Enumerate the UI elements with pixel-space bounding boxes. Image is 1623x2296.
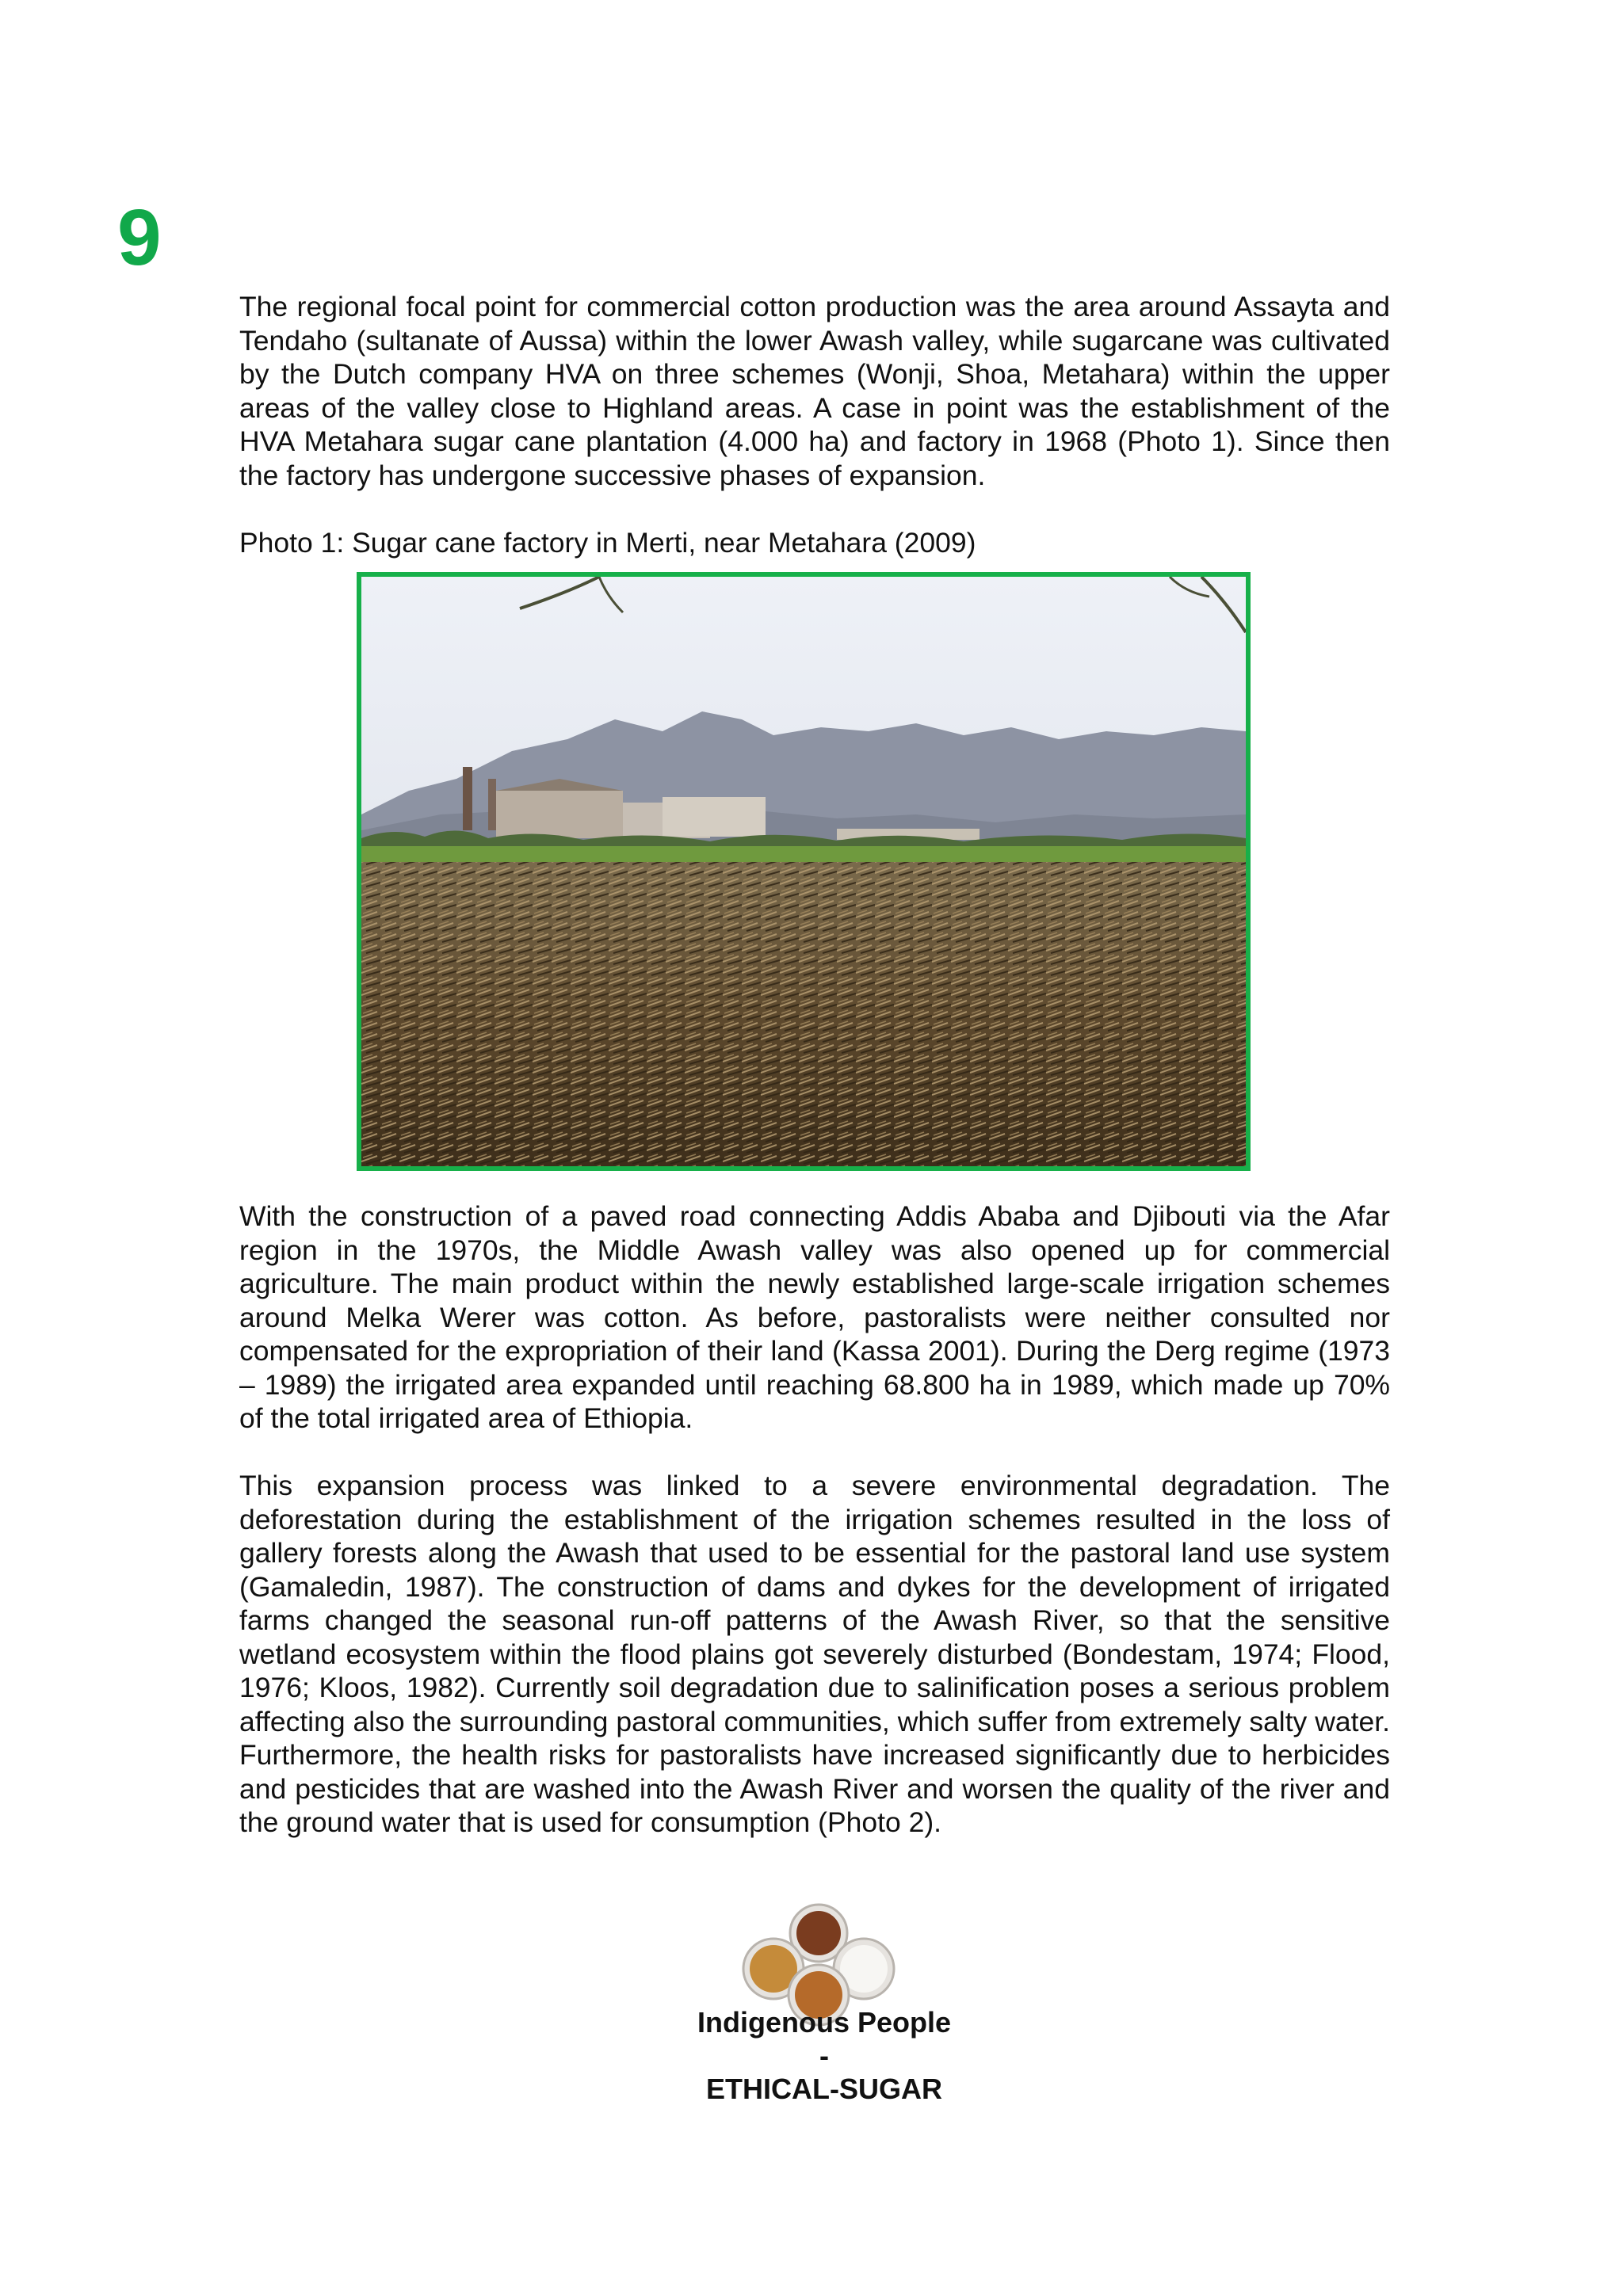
footer-line-indigenous: Indigenous People	[697, 2006, 952, 2039]
photo-caption: Photo 1: Sugar cane factory in Merti, near Metahara (2009)	[239, 527, 976, 559]
paragraph-intro: The regional focal point for commercial cotton production was the area around Assayta and Tendaho (sultanate of Aussa) within the lower Awash valley, while sugarcane was cultivated by the Dutch company HVA on three schemes (Wonji, Shoa, Metahara) within the upper areas of the valley close to Highland areas. A case in point was the establishment of the HVA Metahara sugar cane plantation (4.000 ha) and factory in 1968 (Photo 1). Since then the factory has undergone successive phases of expansion.	[239, 291, 1390, 491]
photo-illustration	[361, 577, 1246, 1166]
paragraph-degradation: This expansion process was linked to a severe environmental degradation. The deforestation during the establishment of the irrigation schemes resulted in the loss of gallery forests along the Awash that used to be essential for the pastoral land use system (Gamaledin, 1987). The construction of dams and dykes for the development of irrigated farms changed the seasonal run-off patterns of the Awash River, so that the sensitive wetland ecosystem within the flood plains got severely disturbed (Bondestam, 1974; Flood, 1976; Kloos, 1982). Currently soil degradation due to salinification poses a serious problem affecting also the surrounding pastoral communities, which suffer from extremely salty water. Furthermore, the health risks for pastoralists have increased significantly due to herbicides and pesticides that are washed into the Awash River and worsen the quality of the river and the ground water that is used for consumption (Photo 2).	[239, 1470, 1390, 1838]
sugar-factory-photo	[357, 572, 1251, 1171]
footer-line-dash: -	[819, 2039, 829, 2072]
footer-line-ethical-sugar: ETHICAL-SUGAR	[706, 2073, 942, 2105]
footer-logo-text	[650, 2006, 999, 2106]
page-number: 9	[117, 193, 162, 282]
paragraph-middle-awash: With the construction of a paved road connecting Addis Ababa and Djibouti via the Afar region in the 1970s, the Middle Awash valley was also opened up for commercial agriculture. The main product within the newly established large-scale irrigation schemes around Melka Werer was cotton. As before, pastoralists were neither consulted nor compensated for the expropriation of their land (Kassa 2001). During the Derg regime (1973 – 1989) the irrigated area expanded until reaching 68.800 ha in 1989, which made up 70% of the total irrigated area of Ethiopia.	[239, 1200, 1390, 1434]
